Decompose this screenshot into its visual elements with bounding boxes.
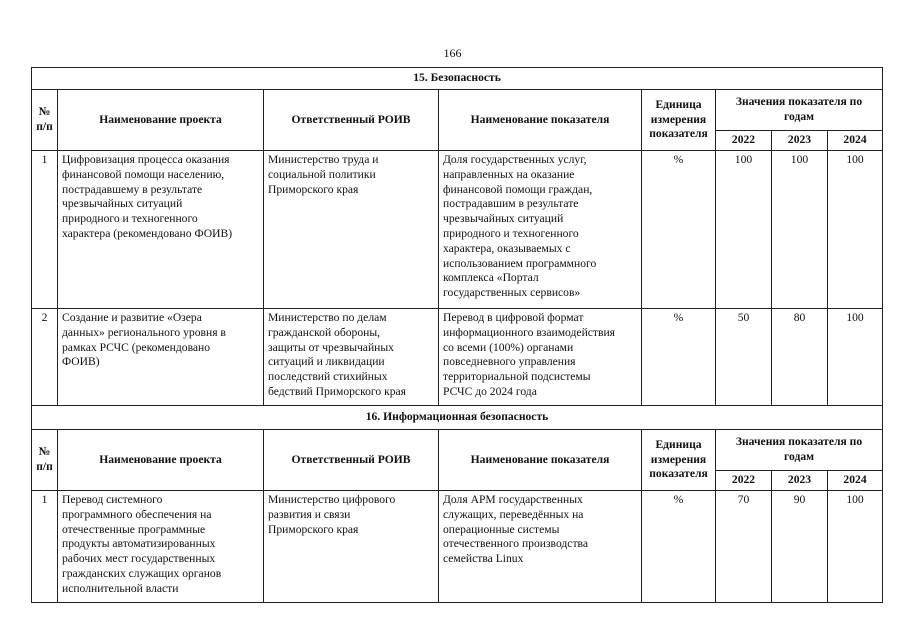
section-title-row bbox=[32, 68, 883, 90]
row-num: 2 bbox=[32, 309, 58, 406]
section-title-row bbox=[32, 406, 883, 430]
row-num: 1 bbox=[32, 491, 58, 603]
table-row bbox=[32, 309, 883, 406]
row-num: 1 bbox=[32, 151, 58, 309]
row-unit: % bbox=[642, 151, 716, 309]
row-value-2024: 100 bbox=[828, 309, 883, 406]
table-row bbox=[32, 151, 883, 309]
header-values: Значения показателя по годам bbox=[716, 430, 883, 471]
row-unit: % bbox=[642, 491, 716, 603]
table-row bbox=[32, 491, 883, 603]
row-value-2024: 100 bbox=[828, 151, 883, 309]
page-number: 166 bbox=[443, 46, 462, 60]
header-year-2022: 2022 bbox=[716, 131, 772, 151]
row-project: Создание и развитие «Озера данных» регионального уровня в рамках РСЧС (рекомендовано ФОИВ) bbox=[58, 309, 264, 406]
row-unit: % bbox=[642, 309, 716, 406]
row-value-2024: 100 bbox=[828, 491, 883, 603]
row-project: Перевод системного программного обеспечения на отечественные программные продукты автоматизированных рабочих мест государственных гражданских служащих органов исполнительной власти bbox=[58, 491, 264, 603]
header-indicator: Наименование показателя bbox=[439, 430, 642, 491]
section-title: 15. Безопасность bbox=[32, 68, 883, 90]
row-roiv: Министерство труда и социальной политики Приморского края bbox=[264, 151, 439, 309]
header-row bbox=[32, 430, 883, 471]
row-value-2023: 80 bbox=[772, 309, 828, 406]
row-value-2022: 100 bbox=[716, 151, 772, 309]
header-year-2022: 2022 bbox=[716, 471, 772, 491]
header-roiv: Ответственный РОИВ bbox=[264, 90, 439, 151]
header-unit: Единица измерения показателя bbox=[642, 90, 716, 151]
row-indicator: Доля АРМ государственных служащих, переведённых на операционные системы отечественного производства семейства Linux bbox=[439, 491, 642, 603]
header-project: Наименование проекта bbox=[58, 90, 264, 151]
header-row bbox=[32, 90, 883, 131]
row-roiv: Министерство цифрового развития и связи Приморского края bbox=[264, 491, 439, 603]
row-indicator: Перевод в цифровой формат информационного взаимодействия со всеми (100%) органами повседневного управления территориальной подсистемы РСЧС до 2024 года bbox=[439, 309, 642, 406]
row-value-2022: 70 bbox=[716, 491, 772, 603]
header-roiv: Ответственный РОИВ bbox=[264, 430, 439, 491]
indicators-table bbox=[31, 67, 883, 603]
row-value-2022: 50 bbox=[716, 309, 772, 406]
header-num: № п/п bbox=[32, 430, 58, 491]
row-roiv: Министерство по делам гражданской обороны, защиты от чрезвычайных ситуаций и ликвидации последствий стихийных бедствий Приморского края bbox=[264, 309, 439, 406]
row-indicator: Доля государственных услуг, направленных на оказание финансовой помощи граждан, пострадавшим в результате чрезвычайных ситуаций природного и техногенного характера, оказываемых с использованием программного комплекса «Портал государственных сервисов» bbox=[439, 151, 642, 309]
header-unit: Единица измерения показателя bbox=[642, 430, 716, 491]
row-value-2023: 100 bbox=[772, 151, 828, 309]
row-project: Цифровизация процесса оказания финансовой помощи населению, пострадавшему в результате чрезвычайных ситуаций природного и техногенного характера (рекомендовано ФОИВ) bbox=[58, 151, 264, 309]
header-year-2024: 2024 bbox=[828, 131, 883, 151]
header-num: № п/п bbox=[32, 90, 58, 151]
row-value-2023: 90 bbox=[772, 491, 828, 603]
header-values: Значения показателя по годам bbox=[716, 90, 883, 131]
header-indicator: Наименование показателя bbox=[439, 90, 642, 151]
header-year-2024: 2024 bbox=[828, 471, 883, 491]
section-title: 16. Информационная безопасность bbox=[32, 406, 883, 430]
header-project: Наименование проекта bbox=[58, 430, 264, 491]
header-year-2023: 2023 bbox=[772, 131, 828, 151]
header-year-2023: 2023 bbox=[772, 471, 828, 491]
